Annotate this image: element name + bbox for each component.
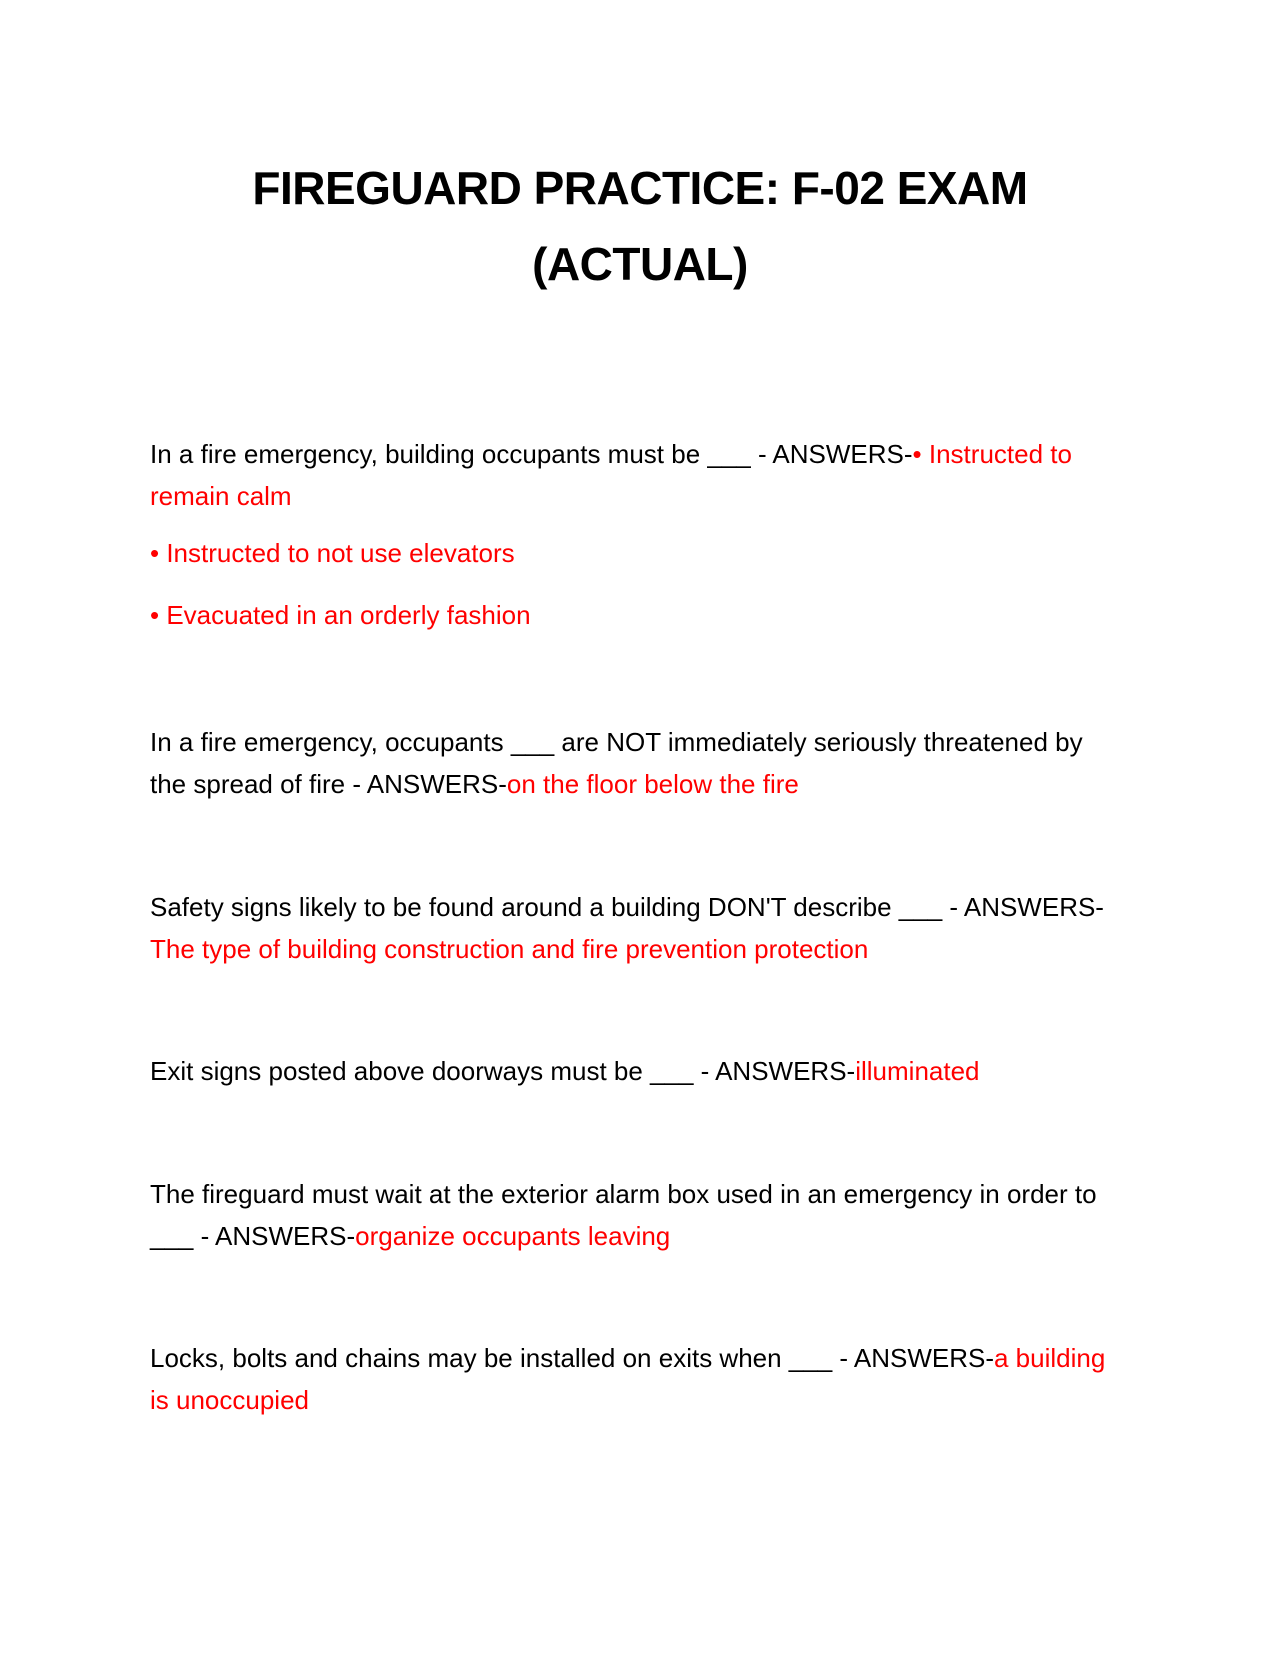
page-title xyxy=(150,150,1130,302)
answer-bullet-2: • Evacuated in an orderly fashion xyxy=(150,600,531,630)
answer-bullet-1: • Instructed to not use elevators xyxy=(150,538,515,568)
answer-text: • Instructed to remain calm xyxy=(150,439,1072,511)
qa-item-2 xyxy=(150,721,1125,805)
qa-item-5 xyxy=(150,1173,1125,1257)
question-text: Locks, bolts and chains may be installed on exits when ___ - ANSWERS- xyxy=(150,1343,994,1373)
answer-text: a building is unoccupied xyxy=(150,1343,1106,1415)
answer-text: organize occupants leaving xyxy=(355,1221,671,1251)
title-line-1: FIREGUARD PRACTICE: F-02 EXAM xyxy=(252,162,1028,214)
question-text: Safety signs likely to be found around a building DON'T describe ___ - ANSWERS- xyxy=(150,892,1104,922)
qa-item-4 xyxy=(150,1050,1125,1092)
qa-item-6 xyxy=(150,1337,1125,1421)
question-text: The fireguard must wait at the exterior alarm box used in an emergency in order to ___ - ANSWERS- xyxy=(150,1179,1097,1251)
question-text: Exit signs posted above doorways must be ___ - ANSWERS- xyxy=(150,1056,856,1086)
answer-text: on the floor below the fire xyxy=(506,769,799,799)
qa-item-1 xyxy=(150,433,1125,517)
title-line-2: (ACTUAL) xyxy=(532,238,748,290)
qa-item-3 xyxy=(150,886,1125,970)
answer-text: illuminated xyxy=(855,1056,980,1086)
question-text: In a fire emergency, occupants ___ are NOT immediately seriously threatened by the spread of fire - ANSWERS- xyxy=(150,727,1083,799)
question-text: In a fire emergency, building occupants must be ___ - ANSWERS- xyxy=(150,439,913,469)
answer-text: The type of building construction and fire prevention protection xyxy=(150,934,869,964)
